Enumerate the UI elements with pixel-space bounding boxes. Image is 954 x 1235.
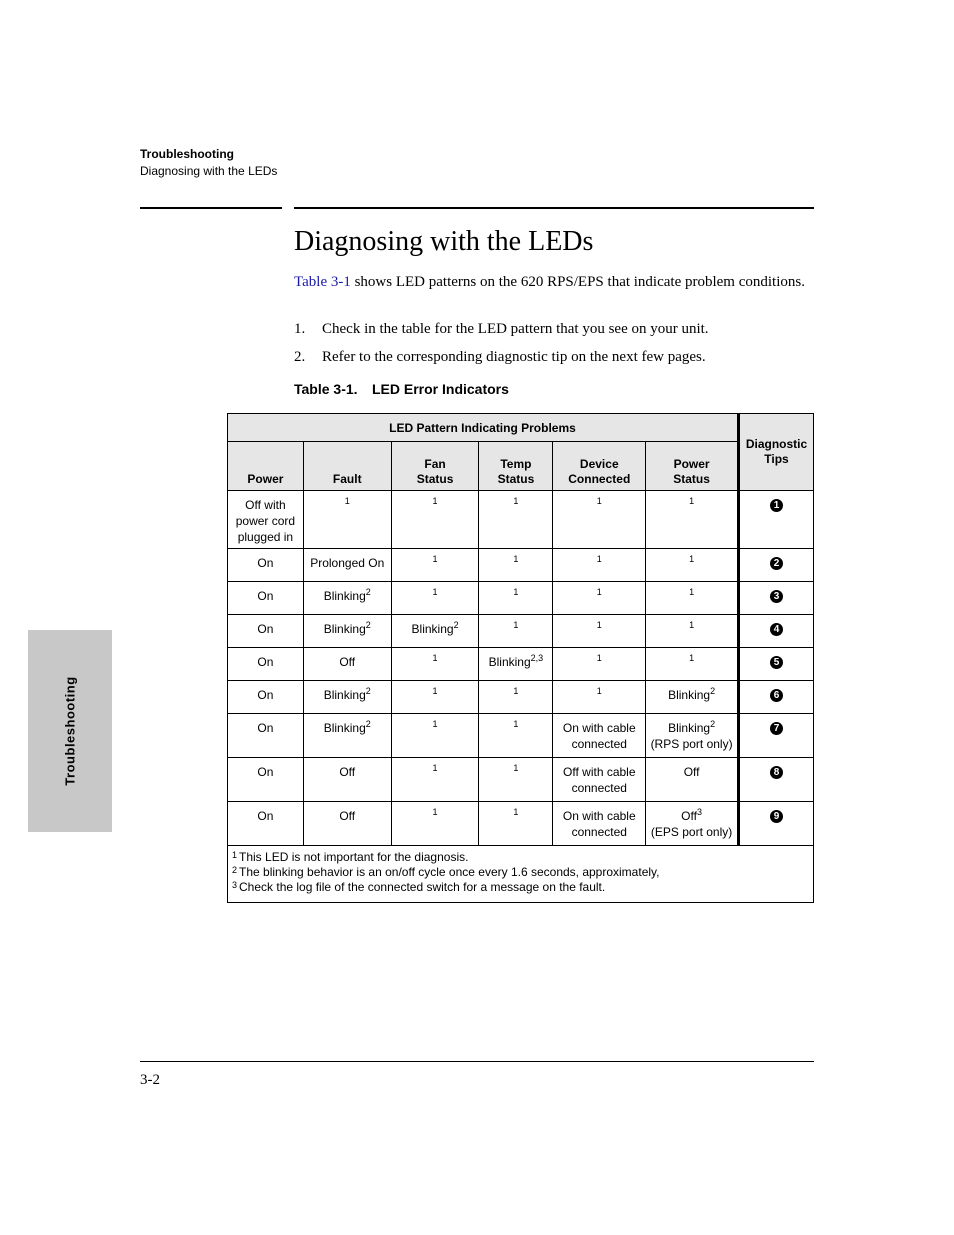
- footnote-ref: 1: [513, 496, 519, 506]
- table-cell: On: [228, 549, 304, 582]
- diagnostic-tip-cell: [738, 681, 813, 714]
- table-cell: [553, 491, 646, 549]
- page-number: 3-2: [140, 1072, 160, 1088]
- footnote-ref: 1: [596, 587, 602, 597]
- footnote-ref: 1: [689, 496, 695, 506]
- table-row: [228, 549, 814, 582]
- footnote-ref: 1: [689, 620, 695, 630]
- table-caption-title: LED Error Indicators: [372, 381, 509, 397]
- footnote-ref: 2: [710, 686, 716, 696]
- tip-number-icon: 4: [770, 623, 783, 636]
- footnote-ref: 1: [596, 653, 602, 663]
- table-row: [228, 582, 814, 615]
- table-cell: On with cable connected: [553, 802, 646, 846]
- footnote-ref: 1: [432, 554, 438, 564]
- table-cell: [391, 491, 479, 549]
- table-cell: On: [228, 802, 304, 846]
- table-footnotes: [228, 846, 814, 903]
- footnote-ref: 2: [365, 620, 371, 630]
- footnote-ref: 1: [432, 653, 438, 663]
- table-cell: [391, 714, 479, 758]
- footnote: $^1$ This LED is not important for the diagnosis.: [232, 850, 469, 864]
- header-rule-long: [294, 207, 814, 209]
- table-cell: On: [228, 681, 304, 714]
- table-cell: [553, 681, 646, 714]
- footnote-ref: 1: [432, 686, 438, 696]
- table-row: [228, 681, 814, 714]
- table-row: [228, 615, 814, 648]
- table-cell: Off: [303, 758, 391, 802]
- table-cell: On: [228, 615, 304, 648]
- tip-number-icon: 6: [770, 689, 783, 702]
- diagnostic-tip-cell: [738, 802, 813, 846]
- footnote-ref: 2,3: [530, 653, 544, 663]
- table-cell: [391, 802, 479, 846]
- table-cell: [479, 758, 553, 802]
- table-cell: [391, 582, 479, 615]
- table-cell: Off: [303, 802, 391, 846]
- table-cell: On: [228, 648, 304, 681]
- table-caption: [294, 381, 509, 397]
- table-cell: Blinking$^2$: [303, 582, 391, 615]
- footnote-ref: 1: [513, 807, 519, 817]
- table-row: [228, 648, 814, 681]
- tip-number-icon: 5: [770, 656, 783, 669]
- footnote-ref: 1: [513, 686, 519, 696]
- footnote: $^3$ Check the log file of the connected switch for a message on the fault.: [232, 880, 606, 894]
- diagnostic-tip-cell: [738, 582, 813, 615]
- table-cell: [646, 582, 739, 615]
- table-cell: [479, 549, 553, 582]
- led-error-table: [227, 413, 814, 903]
- table-cell: [479, 714, 553, 758]
- table-cell: Blinking$^2$: [303, 681, 391, 714]
- footnote-ref: 1: [432, 763, 438, 773]
- footnote-ref: 1: [513, 719, 519, 729]
- footnote-ref: 1: [432, 719, 438, 729]
- diagnostic-tip-cell: [738, 491, 813, 549]
- tip-number-icon: 1: [770, 499, 783, 512]
- table-cell: [479, 802, 553, 846]
- footnote-ref: 2: [453, 620, 459, 630]
- step-1: [294, 320, 814, 338]
- tip-number-icon: 9: [770, 810, 783, 823]
- footnote-ref: 1: [596, 686, 602, 696]
- table-caption-number: Table 3-1.: [294, 381, 358, 397]
- group-header: LED Pattern Indicating Problems: [228, 414, 739, 442]
- table-link[interactable]: Table 3-1: [294, 274, 351, 290]
- table-cell: [479, 582, 553, 615]
- diagnostic-tip-cell: [738, 714, 813, 758]
- footer-rule: [140, 1061, 814, 1062]
- diagnostic-tip-cell: [738, 758, 813, 802]
- diagnostic-tip-cell: [738, 615, 813, 648]
- diagnostic-tip-cell: [738, 648, 813, 681]
- footnote-ref: 1: [432, 807, 438, 817]
- table-cell: Blinking$^{2,3}$: [479, 648, 553, 681]
- footnote-ref: 2: [365, 719, 371, 729]
- tip-number-icon: 3: [770, 590, 783, 603]
- footnote-ref: 1: [596, 620, 602, 630]
- side-tab: [28, 630, 112, 832]
- footnote-ref: 1: [689, 554, 695, 564]
- footnote-ref: 2: [365, 686, 371, 696]
- footnote-ref: 1: [596, 496, 602, 506]
- table-cell: [646, 491, 739, 549]
- table-cell: [553, 615, 646, 648]
- table-cell: [646, 615, 739, 648]
- table-cell: Off: [303, 648, 391, 681]
- step-text: Check in the table for the LED pattern that you see on your unit.: [322, 321, 709, 337]
- column-header: Power: [228, 442, 304, 491]
- running-header-section: Diagnosing with the LEDs: [140, 164, 278, 178]
- column-header: Temp Status: [479, 442, 553, 491]
- column-header: Device Connected: [553, 442, 646, 491]
- header-rule-short: [140, 207, 282, 209]
- table-cell: [391, 681, 479, 714]
- table-row: [228, 758, 814, 802]
- table-cell: [303, 491, 391, 549]
- table-cell: [553, 582, 646, 615]
- table-cell: [479, 491, 553, 549]
- footnote: $^2$ The blinking behavior is an on/off cycle once every 1.6 seconds, approximately,: [232, 865, 660, 879]
- footnote-ref: 1: [689, 653, 695, 663]
- table-cell: [391, 758, 479, 802]
- table-cell: Off with cable connected: [553, 758, 646, 802]
- column-header: Fault: [303, 442, 391, 491]
- footnote-ref: 1: [513, 587, 519, 597]
- table-cell: Blinking$^2$: [391, 615, 479, 648]
- footnote-ref: 1: [344, 496, 350, 506]
- table-cell: [646, 648, 739, 681]
- diagnostic-tips-header: Diagnostic Tips: [738, 414, 813, 491]
- footnote-ref: 1: [596, 554, 602, 564]
- intro-text: shows LED patterns on the 620 RPS/EPS that indicate problem conditions.: [350, 274, 805, 290]
- side-tab-label: Troubleshooting: [62, 676, 78, 786]
- table-cell: [391, 549, 479, 582]
- footnote-ref: 2: [710, 719, 716, 729]
- table-cell: [553, 549, 646, 582]
- tip-number-icon: 2: [770, 557, 783, 570]
- table-cell: [646, 549, 739, 582]
- table-cell: [479, 615, 553, 648]
- table-cell: Off: [646, 758, 739, 802]
- tip-number-icon: 8: [770, 766, 783, 779]
- table-cell: On with cable connected: [553, 714, 646, 758]
- table-cell: Off with power cord plugged in: [228, 491, 304, 549]
- table-cell: Prolonged On: [303, 549, 391, 582]
- table-cell: On: [228, 582, 304, 615]
- table-cell: Blinking$^2$: [303, 615, 391, 648]
- table-cell: On: [228, 714, 304, 758]
- table-cell: [479, 681, 553, 714]
- table-cell: Off$^3$ (EPS port only): [646, 802, 739, 846]
- table-cell: Blinking$^2$: [646, 681, 739, 714]
- column-header: Fan Status: [391, 442, 479, 491]
- table-row: [228, 714, 814, 758]
- running-header-chapter: Troubleshooting: [140, 147, 234, 161]
- table-row: [228, 491, 814, 549]
- table-cell: Blinking$^2$ (RPS port only): [646, 714, 739, 758]
- step-text: Refer to the corresponding diagnostic tip on the next few pages.: [322, 349, 706, 365]
- footnote-ref: 1: [689, 587, 695, 597]
- footnote-ref: 1: [513, 763, 519, 773]
- footnote-ref: 1: [513, 620, 519, 630]
- table-row: [228, 802, 814, 846]
- diagnostic-tip-cell: [738, 549, 813, 582]
- footnote-ref: 1: [513, 554, 519, 564]
- table-cell: Blinking$^2$: [303, 714, 391, 758]
- table-cell: [391, 648, 479, 681]
- footnote-ref: 1: [432, 587, 438, 597]
- step-number: 1.: [294, 321, 306, 337]
- table-cell: [553, 648, 646, 681]
- footnote-ref: 2: [365, 587, 371, 597]
- page-title: Diagnosing with the LEDs: [294, 226, 594, 257]
- footnote-ref: 3: [696, 807, 702, 817]
- step-2: [294, 348, 814, 366]
- intro-paragraph: [294, 273, 814, 291]
- tip-number-icon: 7: [770, 722, 783, 735]
- footnote-ref: 1: [432, 496, 438, 506]
- step-number: 2.: [294, 349, 306, 365]
- column-header: Power Status: [646, 442, 739, 491]
- table-cell: On: [228, 758, 304, 802]
